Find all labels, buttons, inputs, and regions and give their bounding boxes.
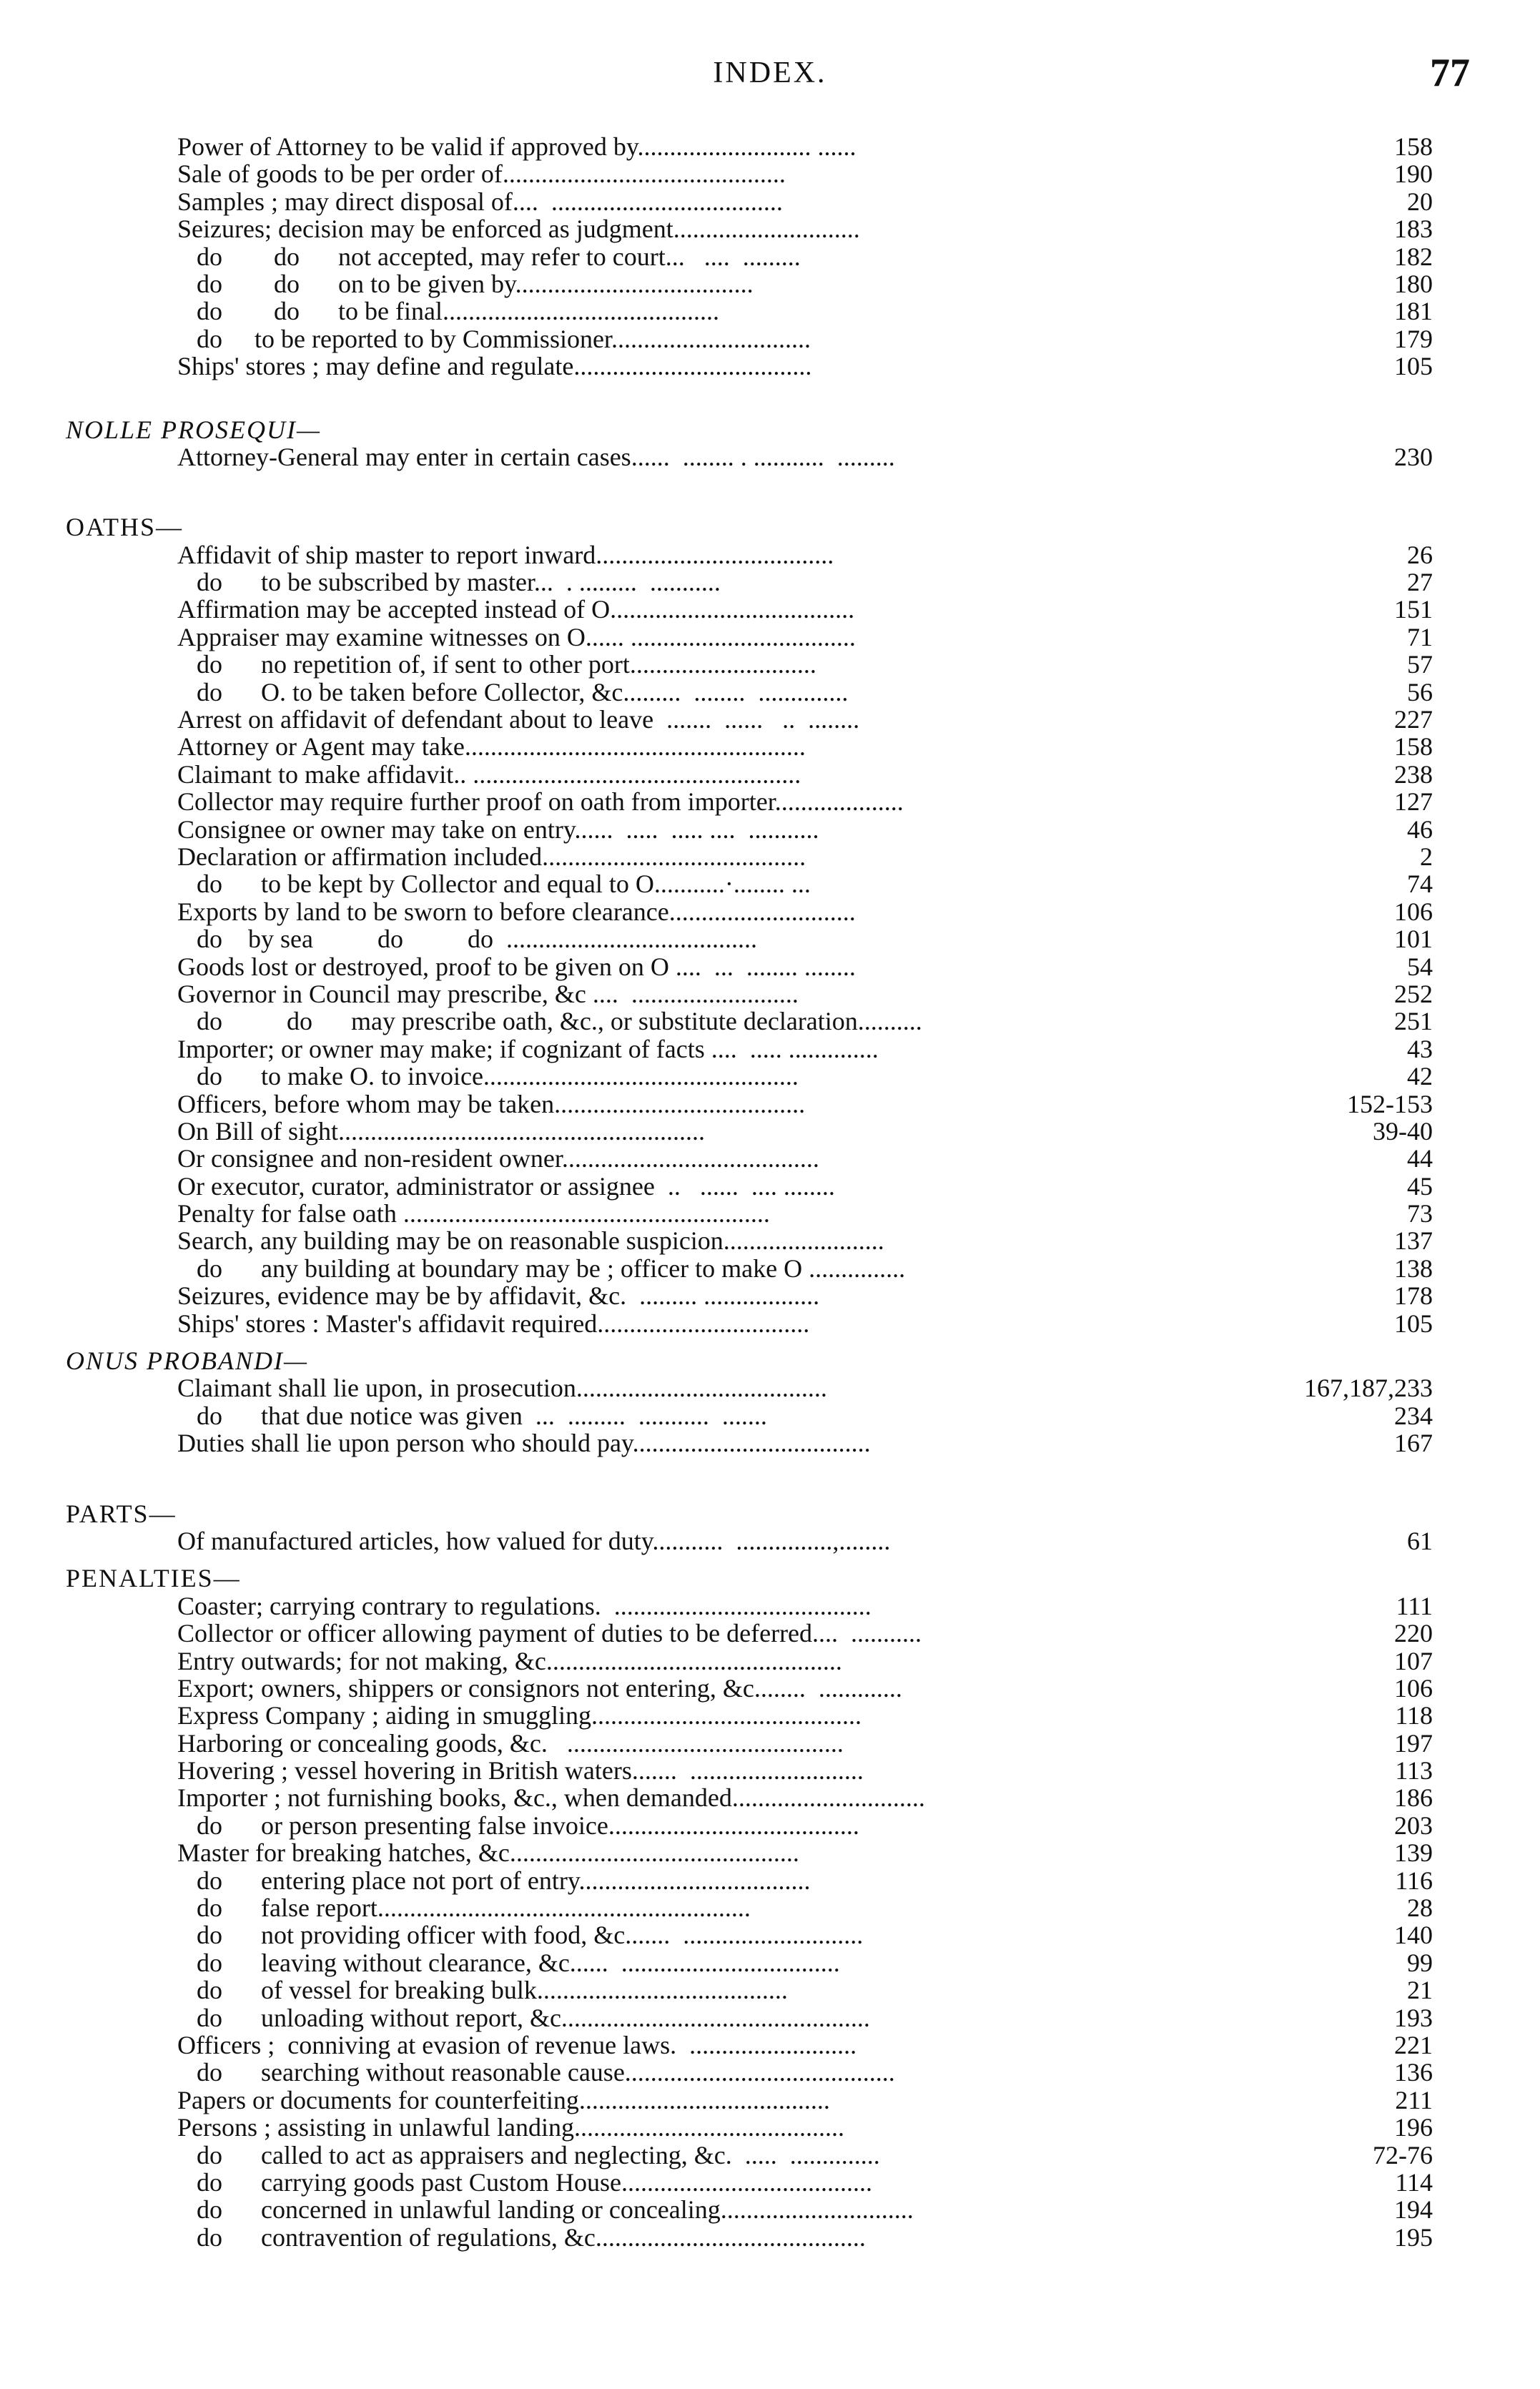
entry-text: Collector may require further proof on oath from importer.................... bbox=[177, 787, 904, 817]
entry-page-ref: 105 bbox=[1394, 1309, 1433, 1338]
index-entry bbox=[0, 788, 1540, 815]
index-entry bbox=[0, 243, 1540, 270]
index-entry bbox=[0, 1921, 1540, 1949]
entry-text: do concerned in unlawful landing or concealing.............................. bbox=[177, 2195, 914, 2225]
entry-page-ref: 28 bbox=[1407, 1893, 1433, 1923]
entry-page-ref: 56 bbox=[1407, 677, 1433, 706]
entry-text: Collector or officer allowing payment of duties to be deferred.... ........... bbox=[177, 1619, 922, 1648]
entry-page-ref: 136 bbox=[1394, 2058, 1433, 2087]
entry-page-ref: 118 bbox=[1395, 1701, 1433, 1730]
index-section-heading bbox=[0, 1500, 1540, 1527]
entry-page-ref: 181 bbox=[1394, 297, 1433, 326]
entry-text: Claimant shall lie upon, in prosecution....................................... bbox=[177, 1374, 827, 1403]
index-entry bbox=[0, 953, 1540, 980]
entry-text: Arrest on affidavit of defendant about to leave ....... ...... .. ........ bbox=[177, 705, 860, 734]
index-entry bbox=[0, 706, 1540, 733]
entry-text: On Bill of sight......................................................... bbox=[177, 1116, 706, 1146]
index-entry bbox=[0, 1255, 1540, 1282]
index-entry bbox=[0, 624, 1540, 651]
entry-text: Export; owners, shippers or consignors not entering, &c........ ............. bbox=[177, 1673, 902, 1703]
entry-page-ref: 111 bbox=[1396, 1591, 1433, 1620]
entry-text: Officers ; conniving at evasion of revenue laws. .......................... bbox=[177, 2031, 857, 2059]
entry-page-ref: 183 bbox=[1394, 215, 1433, 244]
entry-page-ref: 194 bbox=[1394, 2195, 1433, 2225]
section-heading: PENALTIES— bbox=[66, 1564, 241, 1593]
index-entry bbox=[0, 1757, 1540, 1784]
entry-page-ref: 107 bbox=[1394, 1646, 1433, 1675]
entry-page-ref: 167,187,233 bbox=[1304, 1374, 1433, 1403]
entry-text: do do may prescribe oath, &c., or substitute declaration.......... bbox=[177, 1007, 922, 1036]
section-heading: NOLLE PROSEQUI— bbox=[66, 415, 322, 444]
index-entry bbox=[0, 188, 1540, 215]
index-entry bbox=[0, 1592, 1540, 1620]
index-entry bbox=[0, 1976, 1540, 2004]
entry-page-ref: 137 bbox=[1394, 1226, 1433, 1256]
index-entry bbox=[0, 215, 1540, 242]
index-entry bbox=[0, 925, 1540, 952]
entry-page-ref: 186 bbox=[1394, 1783, 1433, 1813]
entry-text: Search, any building may be on reasonable suspicion......................... bbox=[177, 1226, 884, 1256]
index-entry bbox=[0, 2196, 1540, 2223]
index-entry bbox=[0, 1784, 1540, 1811]
entry-text: Exports by land to be sworn to before clearance............................. bbox=[177, 897, 856, 926]
entry-page-ref: 39-40 bbox=[1373, 1116, 1433, 1146]
index-entries bbox=[0, 133, 1540, 2251]
entry-page-ref: 197 bbox=[1394, 1728, 1433, 1758]
entry-text: Declaration or affirmation included......................................... bbox=[177, 842, 806, 871]
index-entry bbox=[0, 1812, 1540, 1839]
entry-page-ref: 178 bbox=[1394, 1281, 1433, 1311]
index-entry bbox=[0, 2087, 1540, 2114]
entry-text: do carrying goods past Custom House....................................... bbox=[177, 2167, 872, 2197]
entry-text: Ships' stores : Master's affidavit required................................. bbox=[177, 1309, 810, 1338]
index-entry bbox=[0, 1374, 1540, 1402]
index-entry bbox=[0, 1173, 1540, 1200]
entry-page-ref: 167 bbox=[1394, 1429, 1433, 1458]
entry-text: Coaster; carrying contrary to regulations. ........................................ bbox=[177, 1591, 872, 1620]
entry-text: do not providing officer with food, &c....... ............................ bbox=[177, 1921, 864, 1950]
entry-page-ref: 45 bbox=[1407, 1171, 1433, 1201]
index-entry bbox=[0, 1118, 1540, 1145]
entry-page-ref: 71 bbox=[1407, 622, 1433, 651]
index-entry bbox=[0, 596, 1540, 623]
entry-text: Penalty for false oath ......................................................... bbox=[177, 1199, 770, 1228]
entry-page-ref: 116 bbox=[1395, 1866, 1433, 1895]
entry-text: Harboring or concealing goods, &c. ........................................... bbox=[177, 1728, 844, 1758]
entry-page-ref: 57 bbox=[1407, 650, 1433, 679]
entry-text: do searching without reasonable cause.......................................... bbox=[177, 2058, 895, 2087]
entry-text: Of manufactured articles, how valued for duty........... ...............,........ bbox=[177, 1526, 891, 1555]
index-entry bbox=[0, 1867, 1540, 1894]
entry-text: Claimant to make affidavit.. ................................................... bbox=[177, 759, 801, 789]
entry-text: do any building at boundary may be ; officer to make O ............... bbox=[177, 1253, 906, 1283]
entry-text: do contravention of regulations, &c.......................................... bbox=[177, 2222, 866, 2252]
index-entry bbox=[0, 1730, 1540, 1757]
entry-page-ref: 26 bbox=[1407, 540, 1433, 569]
index-entry bbox=[0, 541, 1540, 568]
index-entry bbox=[0, 1402, 1540, 1429]
entry-page-ref: 42 bbox=[1407, 1062, 1433, 1091]
entry-page-ref: 46 bbox=[1407, 814, 1433, 844]
entry-text: do or person presenting false invoice....................................... bbox=[177, 1811, 859, 1840]
entry-text: do to be kept by Collector and equal to O...........·........ ... bbox=[177, 870, 811, 899]
index-entry bbox=[0, 325, 1540, 353]
entry-text: Governor in Council may prescribe, &c .... .......................... bbox=[177, 979, 799, 1008]
index-section-heading bbox=[0, 1565, 1540, 1592]
index-entry bbox=[0, 1702, 1540, 1729]
entry-page-ref: 195 bbox=[1394, 2222, 1433, 2252]
entry-page-ref: 105 bbox=[1394, 352, 1433, 381]
index-entry bbox=[0, 2142, 1540, 2169]
entry-text: Affirmation may be accepted instead of O...................................... bbox=[177, 595, 855, 624]
entry-text: do to be reported to by Commissioner............................... bbox=[177, 324, 811, 353]
index-entry bbox=[0, 1839, 1540, 1866]
index-entry bbox=[0, 843, 1540, 870]
entry-text: Importer; or owner may make; if cognizant of facts .... ..... .............. bbox=[177, 1034, 879, 1063]
index-entry bbox=[0, 1429, 1540, 1457]
entry-text: Goods lost or destroyed, proof to be given on O .... ... ........ ........ bbox=[177, 952, 856, 981]
index-entry bbox=[0, 2224, 1540, 2251]
entry-text: Officers, before whom may be taken....................................... bbox=[177, 1089, 806, 1118]
index-entry bbox=[0, 1310, 1540, 1337]
index-entry bbox=[0, 1620, 1540, 1647]
entry-page-ref: 54 bbox=[1407, 952, 1433, 981]
entry-text: Master for breaking hatches, &c............................................. bbox=[177, 1838, 799, 1868]
entry-page-ref: 20 bbox=[1407, 187, 1433, 216]
entry-text: do leaving without clearance, &c...... .................................. bbox=[177, 1948, 840, 1977]
index-section-heading bbox=[0, 416, 1540, 443]
entry-text: Sale of goods to be per order of............................................ bbox=[177, 159, 786, 189]
entry-page-ref: 193 bbox=[1394, 2003, 1433, 2032]
index-entry bbox=[0, 133, 1540, 160]
index-entry bbox=[0, 651, 1540, 678]
entry-page-ref: 72-76 bbox=[1373, 2140, 1433, 2169]
entry-text: Express Company ; aiding in smuggling.......................................... bbox=[177, 1701, 862, 1730]
index-entry bbox=[0, 1527, 1540, 1555]
entry-page-ref: 101 bbox=[1394, 925, 1433, 954]
entry-page-ref: 61 bbox=[1407, 1526, 1433, 1555]
entry-text: Persons ; assisting in unlawful landing.......................................... bbox=[177, 2113, 844, 2142]
index-entry bbox=[0, 1090, 1540, 1118]
entry-text: do false report.......................................................... bbox=[177, 1893, 751, 1923]
entry-text: do to be subscribed by master... . ......... ........... bbox=[177, 568, 721, 597]
entry-page-ref: 252 bbox=[1394, 979, 1433, 1008]
entry-text: do called to act as appraisers and neglecting, &c. ..... .............. bbox=[177, 2140, 880, 2169]
entry-page-ref: 21 bbox=[1407, 1976, 1433, 2005]
entry-page-ref: 140 bbox=[1394, 1921, 1433, 1950]
entry-text: do do not accepted, may refer to court... .... ......... bbox=[177, 242, 801, 271]
entry-text: Or executor, curator, administrator or assignee .. ...... .... ........ bbox=[177, 1171, 835, 1201]
index-entry bbox=[0, 679, 1540, 706]
entry-page-ref: 251 bbox=[1394, 1007, 1433, 1036]
entry-page-ref: 139 bbox=[1394, 1838, 1433, 1868]
entry-page-ref: 74 bbox=[1407, 870, 1433, 899]
entry-text: Affidavit of ship master to report inward..................................... bbox=[177, 540, 834, 569]
index-entry bbox=[0, 1949, 1540, 1976]
section-heading: OATHS— bbox=[66, 513, 184, 542]
entry-page-ref: 179 bbox=[1394, 324, 1433, 353]
index-entry bbox=[0, 568, 1540, 596]
entry-text: Duties shall lie upon person who should pay..................................... bbox=[177, 1429, 871, 1458]
index-entry bbox=[0, 816, 1540, 843]
entry-page-ref: 196 bbox=[1394, 2113, 1433, 2142]
entry-page-ref: 113 bbox=[1395, 1756, 1433, 1785]
entry-page-ref: 44 bbox=[1407, 1144, 1433, 1173]
index-entry bbox=[0, 2169, 1540, 2196]
entry-text: Hovering ; vessel hovering in British waters....... ........................... bbox=[177, 1756, 864, 1785]
entry-page-ref: 221 bbox=[1394, 2031, 1433, 2059]
index-entry bbox=[0, 1227, 1540, 1254]
entry-page-ref: 106 bbox=[1394, 897, 1433, 926]
index-entry bbox=[0, 160, 1540, 187]
entry-page-ref: 43 bbox=[1407, 1034, 1433, 1063]
entry-page-ref: 211 bbox=[1395, 2085, 1433, 2114]
entry-text: do of vessel for breaking bulk....................................... bbox=[177, 1976, 788, 2005]
index-entry bbox=[0, 1282, 1540, 1309]
section-heading: PARTS— bbox=[66, 1499, 177, 1528]
entry-page-ref: 114 bbox=[1395, 2167, 1433, 2197]
page-title: INDEX. bbox=[713, 56, 827, 89]
entry-text: do unloading without report, &c................................................ bbox=[177, 2003, 870, 2032]
entry-text: do do to be final........................................... bbox=[177, 297, 719, 326]
entry-text: Appraiser may examine witnesses on O...... ................................... bbox=[177, 622, 856, 651]
index-entry bbox=[0, 2004, 1540, 2031]
entry-page-ref: 99 bbox=[1407, 1948, 1433, 1977]
index-entry bbox=[0, 1647, 1540, 1675]
entry-text: Entry outwards; for not making, &c.............................................. bbox=[177, 1646, 842, 1675]
entry-page-ref: 203 bbox=[1394, 1811, 1433, 1840]
entry-page-ref: 180 bbox=[1394, 269, 1433, 298]
entry-page-ref: 220 bbox=[1394, 1619, 1433, 1648]
entry-page-ref: 27 bbox=[1407, 568, 1433, 597]
entry-page-ref: 73 bbox=[1407, 1199, 1433, 1228]
entry-page-ref: 127 bbox=[1394, 787, 1433, 817]
index-entry bbox=[0, 870, 1540, 897]
entry-text: Samples ; may direct disposal of.... .................................... bbox=[177, 187, 783, 216]
index-section-heading bbox=[0, 1347, 1540, 1374]
entry-text: do to make O. to invoice................................................. bbox=[177, 1062, 799, 1091]
entry-text: Attorney-General may enter in certain cases...... ........ . ........... ......... bbox=[177, 442, 895, 471]
index-entry bbox=[0, 1035, 1540, 1063]
entry-text: Ships' stores ; may define and regulate..................................... bbox=[177, 352, 812, 381]
entry-page-ref: 234 bbox=[1394, 1401, 1433, 1430]
index-entry bbox=[0, 733, 1540, 760]
entry-page-ref: 182 bbox=[1394, 242, 1433, 271]
index-entry bbox=[0, 761, 1540, 788]
entry-page-ref: 158 bbox=[1394, 132, 1433, 161]
index-entry bbox=[0, 1894, 1540, 1921]
index-entry bbox=[0, 443, 1540, 471]
entry-text: Seizures; decision may be enforced as judgment............................. bbox=[177, 215, 860, 244]
index-entry bbox=[0, 1063, 1540, 1090]
index-entry bbox=[0, 1675, 1540, 1702]
entry-page-ref: 2 bbox=[1420, 842, 1433, 871]
index-entry bbox=[0, 1200, 1540, 1227]
entry-text: do that due notice was given ... ......... ........... ....... bbox=[177, 1401, 767, 1430]
section-heading: ONUS PROBANDI— bbox=[66, 1346, 308, 1376]
index-entry bbox=[0, 898, 1540, 925]
index-entry bbox=[0, 2031, 1540, 2059]
index-section-heading bbox=[0, 513, 1540, 541]
entry-page-ref: 152-153 bbox=[1347, 1089, 1433, 1118]
entry-text: do O. to be taken before Collector, &c......... ........ .............. bbox=[177, 677, 849, 706]
entry-text: Consignee or owner may take on entry...... ..... ..... .... ........... bbox=[177, 814, 819, 844]
entry-page-ref: 151 bbox=[1394, 595, 1433, 624]
index-entry bbox=[0, 2059, 1540, 2086]
entry-text: Power of Attorney to be valid if approved by........................... ...... bbox=[177, 132, 857, 161]
index-entry bbox=[0, 2114, 1540, 2141]
index-entry bbox=[0, 1145, 1540, 1172]
entry-page-ref: 158 bbox=[1394, 732, 1433, 762]
entry-text: Attorney or Agent may take..................................................... bbox=[177, 732, 806, 762]
entry-text: do no repetition of, if sent to other port............................. bbox=[177, 650, 816, 679]
index-entry bbox=[0, 270, 1540, 297]
entry-text: Or consignee and non-resident owner........................................ bbox=[177, 1144, 819, 1173]
entry-text: do by sea do do ....................................... bbox=[177, 925, 757, 954]
page-number: 77 bbox=[1430, 51, 1470, 95]
entry-text: Importer ; not furnishing books, &c., when demanded.............................. bbox=[177, 1783, 925, 1813]
index-entry bbox=[0, 980, 1540, 1008]
entry-page-ref: 190 bbox=[1394, 159, 1433, 189]
entry-text: do entering place not port of entry.................................... bbox=[177, 1866, 811, 1895]
entry-text: Papers or documents for counterfeiting....................................... bbox=[177, 2085, 830, 2114]
index-entry bbox=[0, 297, 1540, 325]
entry-page-ref: 238 bbox=[1394, 759, 1433, 789]
entry-page-ref: 138 bbox=[1394, 1253, 1433, 1283]
index-entry bbox=[0, 353, 1540, 380]
entry-text: do do on to be given by..................................... bbox=[177, 269, 754, 298]
entry-text: Seizures, evidence may be by affidavit, &c. ......... .................. bbox=[177, 1281, 820, 1311]
entry-page-ref: 227 bbox=[1394, 705, 1433, 734]
entry-page-ref: 230 bbox=[1394, 442, 1433, 471]
index-entry bbox=[0, 1008, 1540, 1035]
entry-page-ref: 106 bbox=[1394, 1673, 1433, 1703]
